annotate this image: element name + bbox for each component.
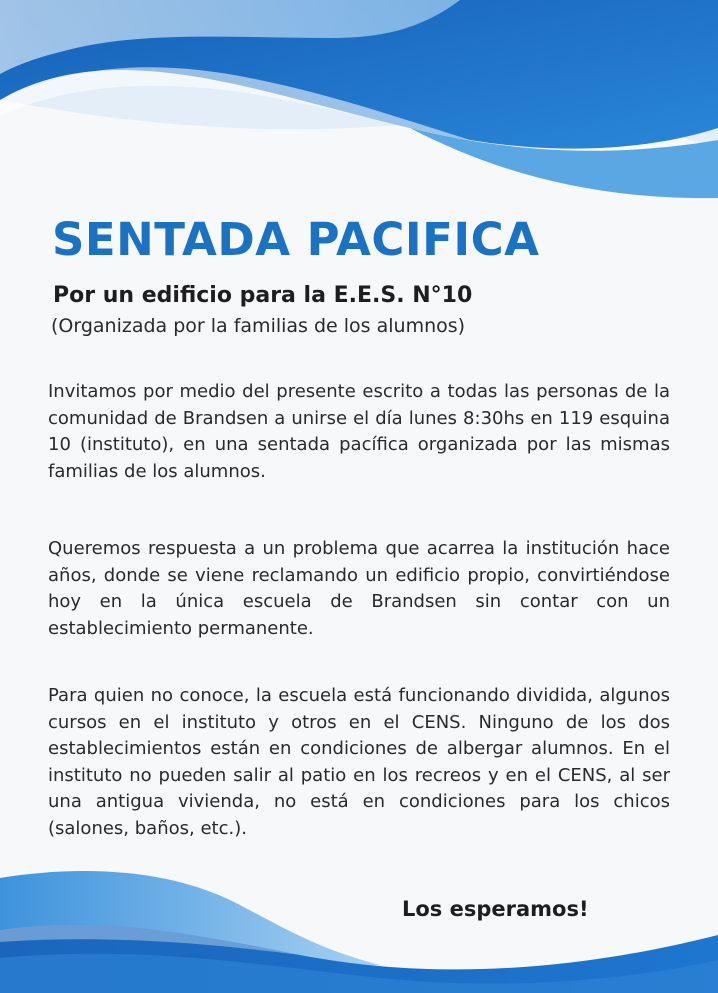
paragraph-invitation: Invitamos por medio del presente escrito a todas las personas de la comunidad de Brandsen a unirse el día lunes 8:30hs en 119 esquina 10 (instituto), en una sentada pacífica organizada por las mismas familias de los alumnos. (48, 381, 670, 482)
closing-message: Los esperamos! (402, 897, 589, 921)
paragraph-request: Queremos respuesta a un problema que acarrea la institución hace años, donde se viene reclamando un edificio propio, convirtiéndose hoy en la única escuela de Brandsen sin contar con un establecimiento permanente. (48, 538, 670, 639)
organized-by-note: (Organizada por la familias de los alumnos) (51, 315, 466, 337)
paragraph-situation: Para quien no conoce, la escuela está funcionando dividida, algunos cursos en el instituto y otros en el CENS. Ninguno de los dos establecimientos están en condiciones de albergar alumnos. En el instituto no pueden salir al patio en los recreos y en el CENS, al ser una antigua vivienda, no está en condiciones para los chicos (salones, baños, etc.). (48, 685, 670, 839)
flyer-subtitle: Por un edificio para la E.E.S. N°10 (53, 283, 473, 308)
flyer-title: SENTADA PACIFICA (52, 213, 540, 266)
